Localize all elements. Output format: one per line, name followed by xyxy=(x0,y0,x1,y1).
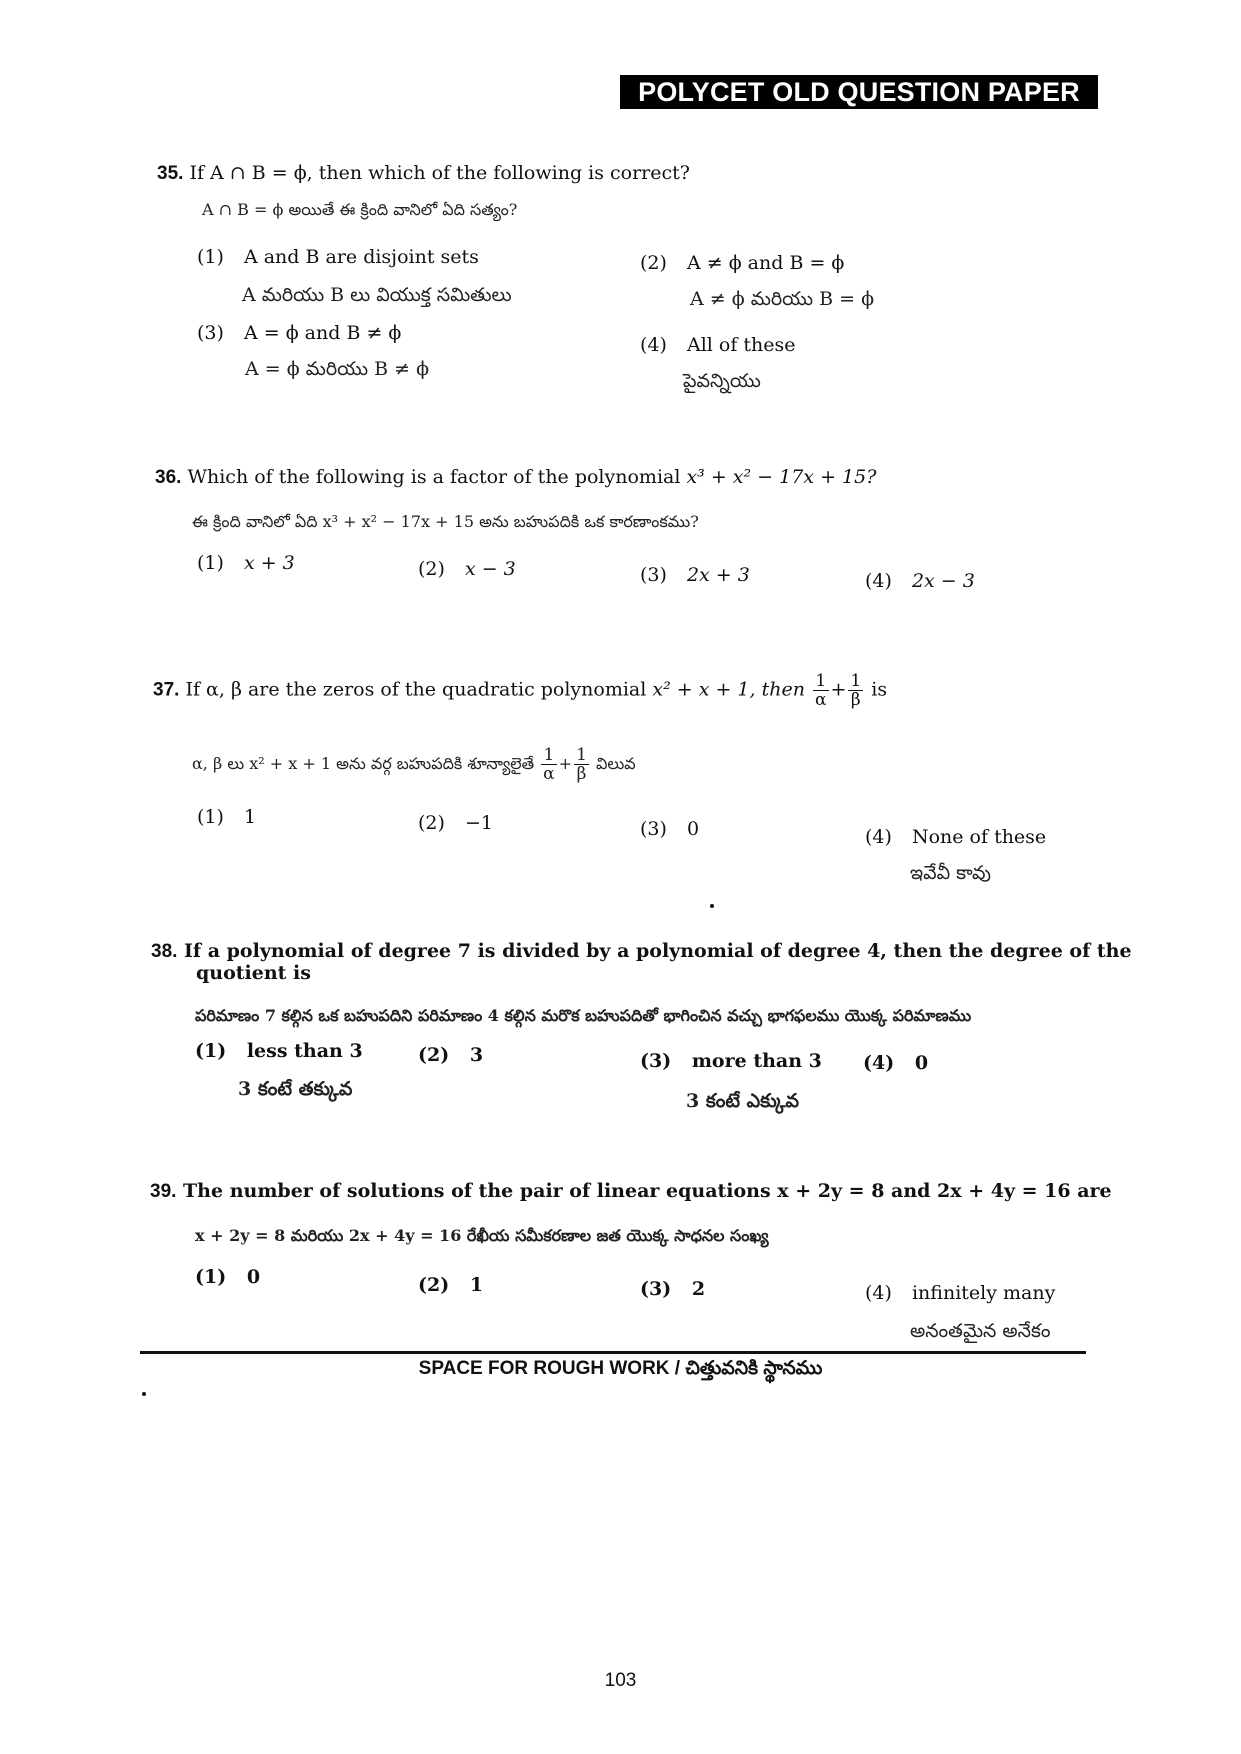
option-english: more than 3 xyxy=(691,1050,822,1072)
option-english: 0 xyxy=(914,1052,929,1074)
fraction-one-over-alpha: $\frac{1}{\alpha}$ xyxy=(543,745,555,784)
question-36-english: Which of the following is a factor of the polynomial xyxy=(187,466,681,488)
option-english: None of these xyxy=(911,826,1047,848)
question-35-number: 35. xyxy=(157,163,184,184)
option-number: (3) xyxy=(640,1278,672,1300)
stray-dot xyxy=(142,1392,146,1396)
option-english: less than 3 xyxy=(246,1040,363,1062)
question-39-option-2 xyxy=(418,1274,483,1296)
option-number: (2) xyxy=(418,1044,450,1066)
question-38-option-4 xyxy=(863,1052,928,1074)
option-number: (4) xyxy=(640,334,667,356)
question-35-option-3-telugu: A = ϕ మరియు B ≠ ϕ xyxy=(245,358,430,380)
question-38-text xyxy=(151,940,1132,963)
question-39-number: 39. xyxy=(150,1181,177,1202)
option-english: x − 3 xyxy=(464,558,516,580)
option-number: (3) xyxy=(640,1050,672,1072)
question-38-option-1 xyxy=(195,1040,363,1062)
option-number: (1) xyxy=(197,552,224,574)
question-38-option-3-telugu: 3 కంటే ఎక్కువ xyxy=(686,1090,800,1112)
question-35-option-3 xyxy=(197,322,401,344)
question-39-telugu: x + 2y = 8 మరియు 2x + 4y = 16 రేఖీయ సమీకరణాల జత యొక్క సాధనల సంఖ్య xyxy=(195,1226,769,1245)
option-number: (1) xyxy=(195,1266,227,1288)
footer-divider xyxy=(140,1351,1086,1354)
stray-dot xyxy=(710,904,714,908)
option-number: (3) xyxy=(197,322,224,344)
question-39-option-4 xyxy=(865,1282,1055,1304)
question-35-option-2-telugu: A ≠ ϕ మరియు B = ϕ xyxy=(690,288,875,310)
page-header-title: POLYCET OLD QUESTION PAPER xyxy=(620,75,1098,109)
question-36-option-4 xyxy=(865,570,975,592)
question-36-text xyxy=(155,466,876,489)
option-english: 2x − 3 xyxy=(911,570,975,592)
question-38-option-1-telugu: 3 కంటే తక్కువ xyxy=(238,1078,353,1100)
question-38-telugu: పరిమాణం 7 కల్గిన ఒక బహుపదిని పరిమాణం 4 కల్గిన మరొక బహుపదితో భాగించిన వచ్చు భాగఫలము యొక్క పరిమాణము xyxy=(195,1006,972,1025)
option-number: (1) xyxy=(197,246,224,268)
question-37-text: 37. If α, β are the zeros of the quadratic polynomial x² + x + 1, then $\frac{1}{\alpha}$ + $\frac{1}{\beta}$ is xyxy=(153,671,888,710)
option-english: infinitely many xyxy=(911,1282,1056,1304)
question-37-telugu-part-b: విలువ xyxy=(595,754,636,773)
question-35-text xyxy=(157,162,690,185)
question-38-option-3 xyxy=(640,1050,822,1072)
option-number: (3) xyxy=(640,564,667,586)
question-35-option-4-telugu: పైవన్నియు xyxy=(683,370,761,392)
question-35-telugu: A ∩ B = ϕ అయితే ఈ క్రింది వానిలో ఏది సత్యం? xyxy=(202,200,518,219)
question-37-telugu-part-a: α, β లు x² + x + 1 అను వర్గ బహుపదికి శూన్యాలైతే xyxy=(192,754,535,773)
option-number: (3) xyxy=(640,818,667,840)
fraction-one-over-alpha: $\frac{1}{\alpha}$ xyxy=(815,671,827,710)
option-english: 2x + 3 xyxy=(686,564,750,586)
page-number: 103 xyxy=(604,1670,637,1691)
option-english: A and B are disjoint sets xyxy=(243,246,479,268)
question-36-option-3 xyxy=(640,564,750,586)
question-38-english: If a polynomial of degree 7 is divided by a polynomial of degree 4, then the degree of the xyxy=(184,940,1132,962)
question-35-option-1 xyxy=(197,246,479,268)
option-english: 0 xyxy=(246,1266,261,1288)
question-39-text xyxy=(150,1180,1112,1203)
option-number: (1) xyxy=(195,1040,227,1062)
question-35-option-2 xyxy=(640,252,844,274)
option-english: A = ϕ and B ≠ ϕ xyxy=(243,322,402,344)
question-37-number: 37. xyxy=(153,679,180,701)
question-35-english: If A ∩ B = ϕ, then which of the following is correct? xyxy=(189,162,690,184)
question-35-option-1-telugu: A మరియు B లు వియుక్త సమితులు xyxy=(242,284,512,306)
option-english: x + 3 xyxy=(243,552,295,574)
option-number: (4) xyxy=(865,570,892,592)
question-36-polynomial: x³ + x² − 17x + 15? xyxy=(686,466,877,488)
rough-work-label: SPACE FOR ROUGH WORK / చిత్తువనికి స్థానము xyxy=(418,1358,823,1379)
question-37-english-end: is xyxy=(871,678,888,701)
question-37-option-4-telugu: ఇవేవీ కావు xyxy=(910,862,991,884)
question-38-english-line-2: quotient is xyxy=(196,962,311,984)
option-number: (4) xyxy=(865,826,892,848)
option-number: (2) xyxy=(418,558,445,580)
option-english: 1 xyxy=(243,806,257,828)
option-number: (2) xyxy=(640,252,667,274)
option-english: 1 xyxy=(469,1274,484,1296)
fraction-one-over-beta: $\frac{1}{\beta}$ xyxy=(576,745,587,784)
question-39-option-4-telugu: అనంతమైన అనేకం xyxy=(910,1320,1051,1342)
option-number: (2) xyxy=(418,1274,450,1296)
option-number: (1) xyxy=(197,806,224,828)
fraction-one-over-beta: $\frac{1}{\beta}$ xyxy=(850,671,862,710)
option-english: −1 xyxy=(464,812,493,834)
question-36-telugu: ఈ క్రింది వానిలో ఏది x³ + x² − 17x + 15 అను బహుపదికి ఒక కారణాంకము? xyxy=(192,512,699,531)
option-english: 0 xyxy=(686,818,700,840)
question-39-english: The number of solutions of the pair of linear equations x + 2y = 8 and 2x + 4y = 16 are xyxy=(183,1180,1112,1202)
question-37-telugu: α, β లు x² + x + 1 అను వర్గ బహుపదికి శూన్యాలైతే $\frac{1}{\alpha}$ + $\frac{1}{\beta}$ విలువ xyxy=(192,745,636,784)
question-36-option-1 xyxy=(197,552,295,574)
question-37-option-4 xyxy=(865,826,1046,848)
question-36-number: 36. xyxy=(155,467,182,488)
question-38-option-2 xyxy=(418,1044,483,1066)
question-37-english: If α, β are the zeros of the quadratic polynomial xyxy=(185,678,647,701)
question-38-number: 38. xyxy=(151,941,178,962)
question-39-option-1 xyxy=(195,1266,260,1288)
option-number: (4) xyxy=(863,1052,895,1074)
question-37-polynomial: x² + x + 1, then xyxy=(652,678,805,701)
question-35-option-4 xyxy=(640,334,796,356)
question-37-option-2 xyxy=(418,812,493,834)
option-english: All of these xyxy=(686,334,796,356)
option-number: (2) xyxy=(418,812,445,834)
option-english: A ≠ ϕ and B = ϕ xyxy=(686,252,845,274)
option-english: 3 xyxy=(469,1044,484,1066)
question-37-option-1 xyxy=(197,806,256,828)
question-39-option-3 xyxy=(640,1278,705,1300)
option-english: 2 xyxy=(691,1278,706,1300)
option-number: (4) xyxy=(865,1282,892,1304)
question-37-option-3 xyxy=(640,818,699,840)
question-36-option-2 xyxy=(418,558,516,580)
